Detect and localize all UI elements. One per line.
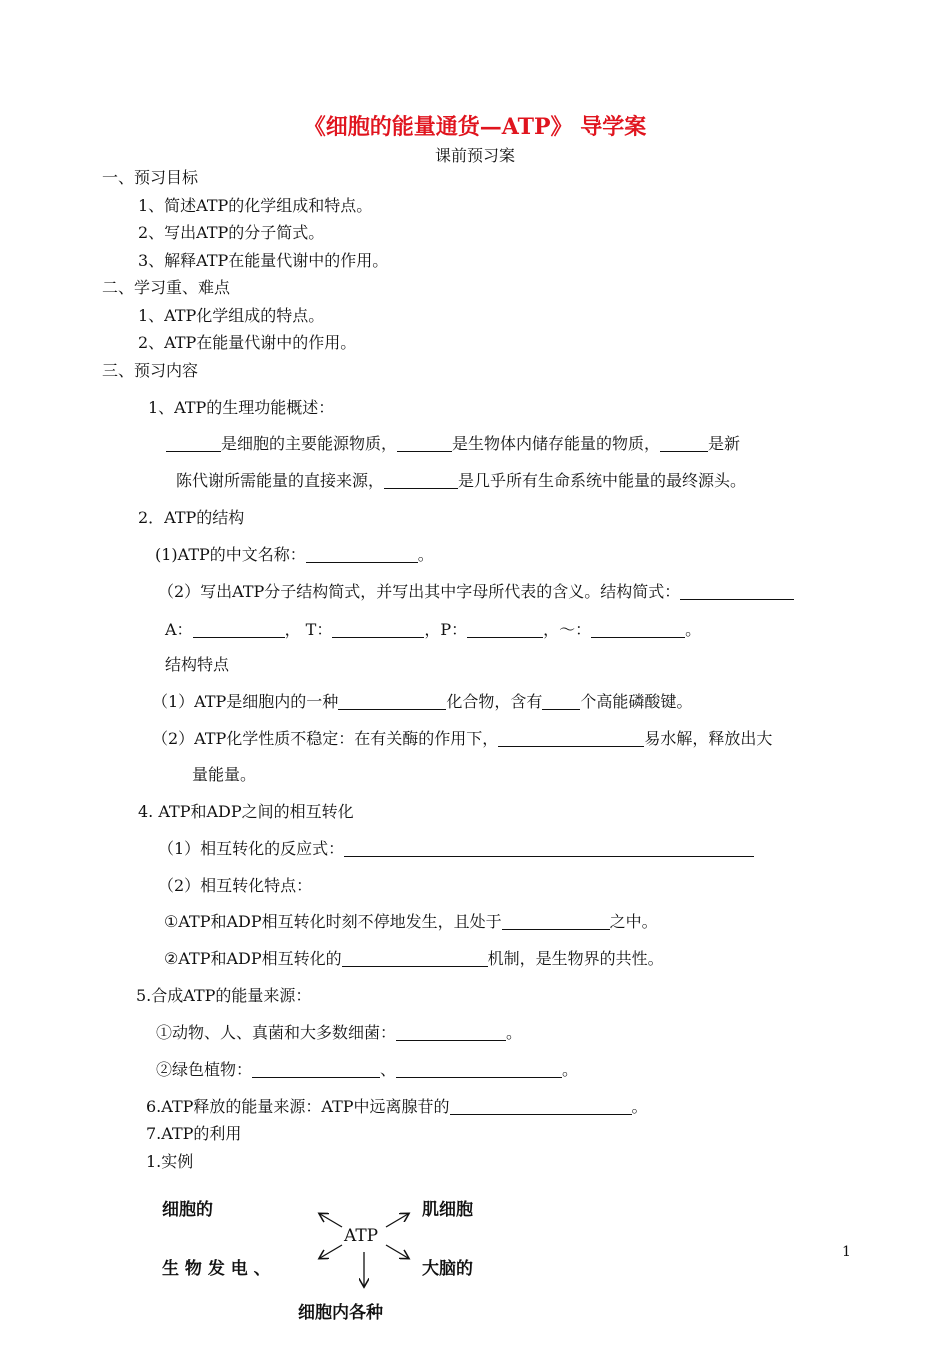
feature-2: （2）ATP化学性质不稳定：在有关酶的作用下， 易水解，释放出大 xyxy=(152,729,773,748)
q5-a: ①动物、人、真菌和大多数细菌： 。 xyxy=(156,1023,523,1042)
feature-1: （1）ATP是细胞内的一种 化合物，含有 个高能磷酸键。 xyxy=(152,692,693,711)
blank-letter-t[interactable] xyxy=(332,621,424,638)
objective-2: 2、写出ATP的分子简式。 xyxy=(138,223,325,242)
q2-title: 2．ATP的结构 xyxy=(138,508,245,527)
q4-r2: （2）相互转化特点： xyxy=(158,876,313,895)
objective-1: 1、简述ATP的化学组成和特点。 xyxy=(138,196,373,215)
q4-r1: （1）相互转化的反应式： xyxy=(158,839,754,859)
arrow-down-left xyxy=(320,1245,342,1258)
q1-line1: 是细胞的主要能源物质， 是生物体内储存能量的物质， 是新 xyxy=(166,434,740,454)
q2-a1: (1)ATP的中文名称： 。 xyxy=(155,545,434,564)
q7-example: 1.实例 xyxy=(146,1152,194,1171)
diagram-mid-left: 生 物 发 电 、 xyxy=(162,1259,271,1279)
q4-c1: ①ATP和ADP相互转化时刻不停地发生，且处于 之中。 xyxy=(164,912,658,931)
q1-title: 1、ATP的生理功能概述： xyxy=(148,398,335,417)
arrow-up-right xyxy=(386,1214,408,1227)
diagram-bottom: 细胞内各种 xyxy=(298,1303,383,1323)
q5-title: 5.合成ATP的能量来源： xyxy=(136,986,312,1005)
q4-c2: ②ATP和ADP相互转化的 机制，是生物界的共性。 xyxy=(164,949,664,968)
blank-main-energy[interactable] xyxy=(166,435,221,452)
blank-released-energy[interactable] xyxy=(450,1098,632,1115)
blank-reaction-equation[interactable] xyxy=(344,840,754,857)
q1-line2: 陈代谢所需能量的直接来源， 是几乎所有生命系统中能量的最终源头。 xyxy=(176,471,747,490)
q4-title: 4. ATP和ADP之间的相互转化 xyxy=(138,802,354,821)
blank-storage-energy[interactable] xyxy=(397,435,452,452)
blank-hydrolysis-bond[interactable] xyxy=(498,730,644,747)
diagram-arrows xyxy=(300,1200,430,1300)
feature-2-cont: 量能量。 xyxy=(192,765,257,784)
page-number: 1 xyxy=(842,1244,851,1260)
q2-letters: A： ， T： ，P： ，～： 。 xyxy=(165,620,702,639)
diagram-mid-right: 大脑的 xyxy=(422,1259,473,1279)
keypoint-1: 1、ATP化学组成的特点。 xyxy=(138,306,325,325)
blank-structure-formula[interactable] xyxy=(680,583,794,600)
diagram-center-atp: ATP xyxy=(344,1226,379,1246)
blank-plant-energy-1[interactable] xyxy=(252,1061,380,1078)
page-title: 《细胞的能量通货—ATP》 导学案 xyxy=(303,114,647,140)
q6-line: 6.ATP释放的能量来源：ATP中远离腺苷的 。 xyxy=(146,1097,648,1116)
blank-letter-p[interactable] xyxy=(467,621,543,638)
q2-a2: （2）写出ATP分子结构简式，并写出其中字母所代表的含义。结构简式： xyxy=(158,582,794,602)
blank-animal-energy[interactable] xyxy=(396,1024,506,1041)
blank-tilde[interactable] xyxy=(591,621,685,638)
blank-chinese-name[interactable] xyxy=(306,546,418,563)
blank-letter-a[interactable] xyxy=(193,621,285,638)
blank-compound-type[interactable] xyxy=(338,693,446,710)
arrow-down-right xyxy=(386,1245,408,1258)
blank-bond-count[interactable] xyxy=(542,693,580,710)
arrow-up-left xyxy=(320,1214,342,1227)
page-subtitle: 课前预习案 xyxy=(434,146,515,165)
keypoint-2: 2、ATP在能量代谢中的作用。 xyxy=(138,333,357,352)
blank-dynamic-state[interactable] xyxy=(502,913,610,930)
section1-heading: 一、预习目标 xyxy=(102,168,199,187)
blank-ultimate-source[interactable] xyxy=(384,472,458,489)
blank-plant-energy-2[interactable] xyxy=(396,1061,562,1078)
blank-direct-source[interactable] xyxy=(660,435,708,452)
structure-feature-heading: 结构特点 xyxy=(165,655,230,674)
objective-3: 3、解释ATP在能量代谢中的作用。 xyxy=(138,251,389,270)
blank-supply-mechanism[interactable] xyxy=(342,950,488,967)
q7-title: 7.ATP的利用 xyxy=(146,1124,242,1143)
q5-b: ②绿色植物： 、 。 xyxy=(156,1060,579,1079)
section3-heading: 三、预习内容 xyxy=(102,361,199,380)
section2-heading: 二、学习重、难点 xyxy=(102,278,231,297)
diagram-top-left: 细胞的 xyxy=(162,1200,213,1220)
diagram-top-right: 肌细胞 xyxy=(422,1200,473,1220)
